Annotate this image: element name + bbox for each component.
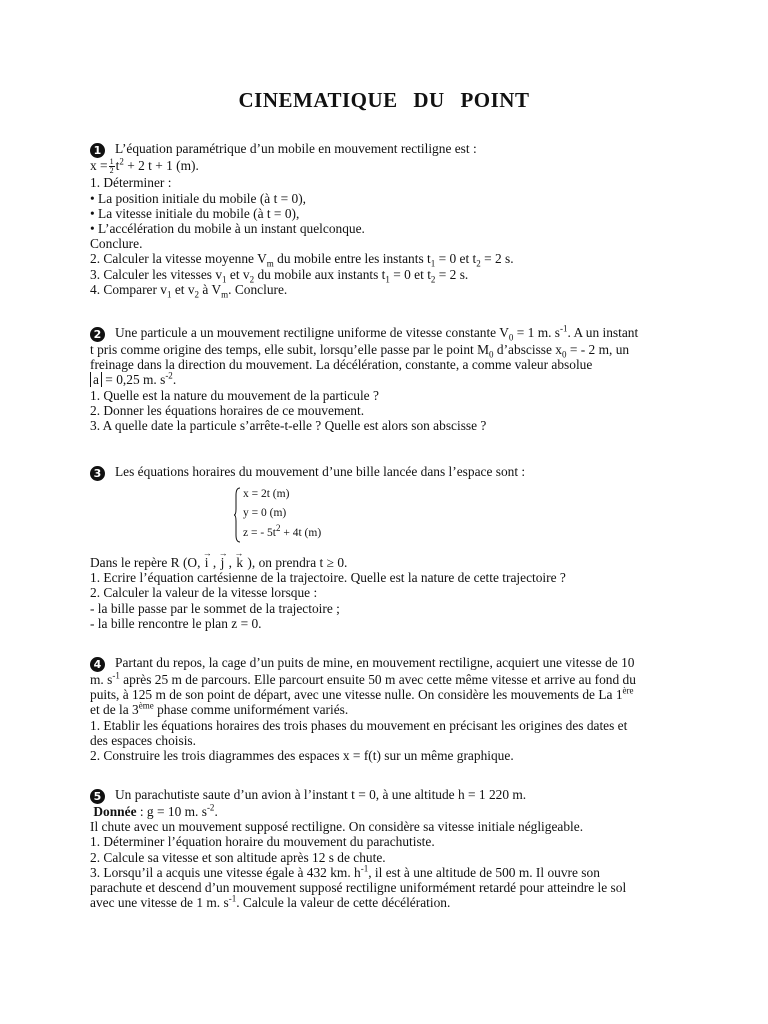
brace-icon bbox=[234, 487, 241, 543]
given-label: Donnée bbox=[93, 804, 137, 819]
exercise-2-line-2: t pris comme origine des temps, elle subit, lorsqu’elle passe par le point $M_0$ d’abscisse $x_0$ = - 2 m, un bbox=[90, 342, 630, 360]
vector-k: → k bbox=[235, 555, 244, 570]
question-1: 1. Déterminer l’équation horaire du mouvement du parachutiste. bbox=[90, 834, 435, 850]
question-3: 3. A quelle date la particule s’arrête-t-elle ? Quelle est alors son abscisse ? bbox=[90, 418, 487, 434]
exercise-2-line-1: 2 Une particule a un mouvement rectiligne uniforme de vitesse constante $V_0 = 1$ m. $s^{-1}$. A un instant bbox=[90, 325, 680, 342]
exercise-1 bbox=[90, 141, 680, 300]
question-3: 3. Calculer les vitesses $v_1$ et $v_2$ du mobile aux instants $t_1 = 0$ et $t_2 = 2$ s. bbox=[90, 266, 469, 285]
exercise-3 bbox=[90, 464, 680, 481]
exercise-4-line-1: 4 Partant du repos, la cage d’un puits de mine, en mouvement rectiligne, acquiert une vitesse de 10 bbox=[90, 655, 680, 672]
conclusion-prompt: Conclure. bbox=[90, 236, 143, 252]
vector-j: → j bbox=[220, 555, 226, 570]
dash-item: - la bille rencontre le plan z = 0. bbox=[90, 615, 262, 631]
question-1: 1. Quelle est la nature du mouvement de la particule ? bbox=[90, 387, 379, 403]
fraction: $\frac{1}{2}$ bbox=[109, 157, 114, 176]
exercise-3-questions bbox=[90, 555, 680, 631]
equation-y: y = 0 (m) bbox=[243, 507, 287, 519]
exercise-number-badge: 5 bbox=[90, 789, 105, 804]
bullet-item: • L’accélération du mobile à un instant quelconque. bbox=[90, 221, 365, 237]
exercise-4-line-3: puits, à 125 m de son point de départ, avec une vitesse nulle. On considère les mouvements de La 1ère bbox=[90, 685, 634, 703]
exercise-2-line-3: freinage dans la direction du mouvement. La décélération, constante, a comme valeur absolue bbox=[90, 357, 593, 373]
question-2: 2. Calcule sa vitesse et son altitude après 12 s de chute. bbox=[90, 849, 386, 865]
bullet-item: • La position initiale du mobile (à t = 0), bbox=[90, 190, 307, 206]
exercise-5 bbox=[90, 787, 680, 910]
absolute-value: a bbox=[90, 372, 102, 387]
question-1-continued: des espaces choisis. bbox=[90, 732, 196, 748]
bullet-item: • La vitesse initiale du mobile (à t = 0), bbox=[90, 205, 300, 221]
question-2: 2. Construire les trois diagrammes des espaces x = f(t) sur un même graphique. bbox=[90, 748, 514, 764]
question-3: 3. Lorsqu’il a acquis une vitesse égale à 432 km. $h^{-1}$, il est à une altitude de 500 m. Il ouvre son bbox=[90, 863, 600, 880]
equation-system bbox=[234, 487, 434, 545]
exercise-4-line-2: m. $s^{-1}$ après 25 m de parcours. Elle parcourt ensuite 50 m avec cette même vitesse et arrive au fond du bbox=[90, 670, 636, 687]
question-2: 2. Calculer la vitesse moyenne $V_m$ du mobile entre les instants $t_1 = 0$ et $t_2 = 2$ s. bbox=[90, 251, 514, 270]
vector-i: → i bbox=[204, 555, 210, 570]
exercise-4 bbox=[90, 655, 680, 763]
exercise-5-statement: Il chute avec un mouvement supposé rectiligne. On considère sa vitesse initiale négligeable. bbox=[90, 819, 584, 835]
exercise-number-badge: 2 bbox=[90, 327, 105, 342]
exercise-2-line-4: a = 0,25 m. $s^{-2}$. bbox=[90, 372, 680, 387]
equation-x: x = 2t (m) bbox=[243, 488, 290, 500]
exercise-3-intro: 3 Les équations horaires du mouvement d’une bille lancée dans l’espace sont : bbox=[90, 464, 680, 481]
question-1: 1. Ecrire l’équation cartésienne de la trajectoire. Quelle est la nature de cette trajectoire ? bbox=[90, 570, 566, 586]
question-3-continued: parachute et descend d’un mouvement supposé rectiligne uniformément retardé pour atteindre le sol bbox=[90, 880, 627, 896]
page-title: CINEMATIQUE DU POINT bbox=[238, 88, 530, 112]
question-2: 2. Donner les équations horaires de ce mouvement. bbox=[90, 402, 365, 418]
reference-frame: Dans le repère R (O, → i , → j , → k ), on prendra t ≥ 0. bbox=[90, 555, 680, 570]
question-1: 1. Déterminer : bbox=[90, 175, 172, 191]
exercise-2 bbox=[90, 325, 680, 433]
exercise-1-equation: x = $\frac{1}{2}$ $t^2 + 2$ t + 1 (m). bbox=[90, 156, 199, 176]
question-3-end: avec une vitesse de 1 m. $s^{-1}$. Calcule la valeur de cette décélération. bbox=[90, 893, 451, 911]
exercise-number-badge: 4 bbox=[90, 657, 105, 672]
exercise-4-line-4: et de la 3ème phase comme uniformément variés. bbox=[90, 700, 349, 718]
question-2: 2. Calculer la valeur de la vitesse lorsque : bbox=[90, 585, 318, 601]
question-1: 1. Etablir les équations horaires des trois phases du mouvement en précisant les origines des dates et bbox=[90, 717, 628, 733]
exercise-number-badge: 1 bbox=[90, 143, 105, 158]
exercise-number-badge: 3 bbox=[90, 466, 105, 481]
given-data: Donnée : g = 10 m. $s^{-2}$. bbox=[93, 802, 218, 819]
exercise-5-intro: 5 Un parachutiste saute d’un avion à l’instant t = 0, à une altitude h = 1 220 m. bbox=[90, 787, 680, 804]
question-4: 4. Comparer $v_1$ et $v_2$ à $V_m$. Conclure. bbox=[90, 281, 288, 300]
equation-z: z = - $5t^2 + 4t$ (m) bbox=[243, 523, 322, 539]
exercise-1-intro: 1 L’équation paramétrique d’un mobile en mouvement rectiligne est : bbox=[90, 141, 680, 158]
dash-item: - la bille passe par le sommet de la trajectoire ; bbox=[90, 600, 340, 616]
